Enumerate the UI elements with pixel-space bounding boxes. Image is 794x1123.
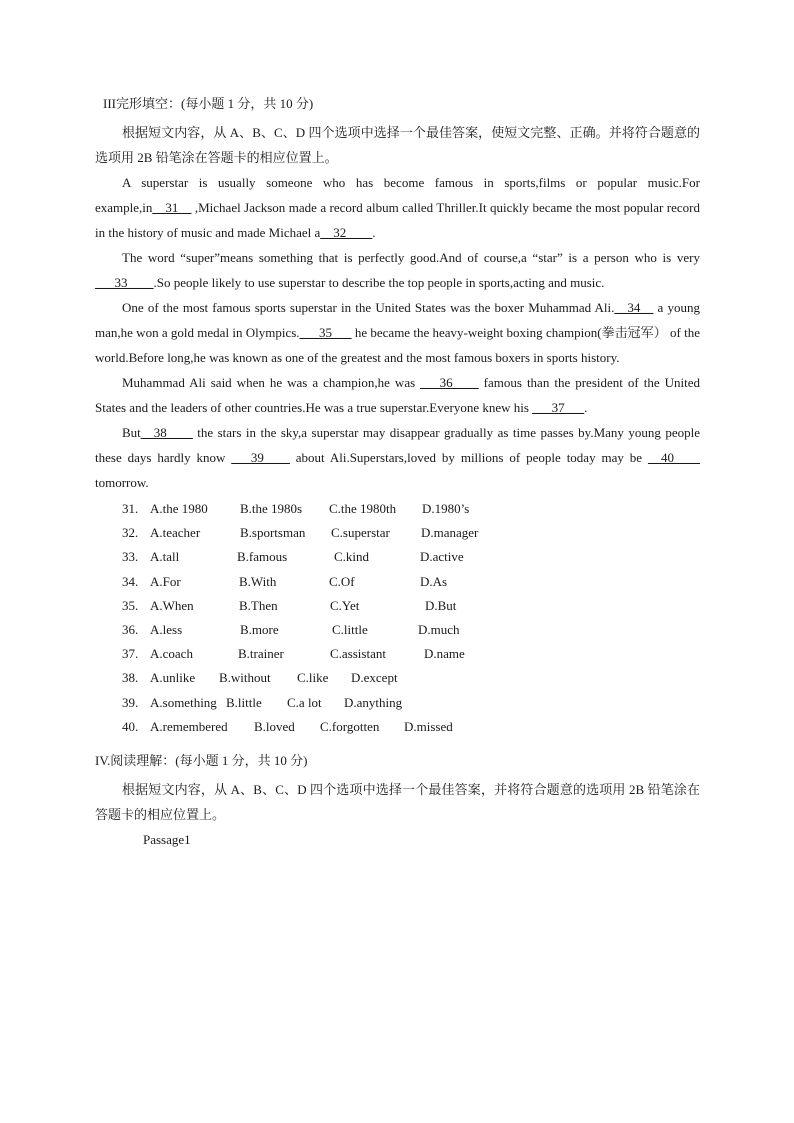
option-row bbox=[122, 618, 700, 642]
section-heading: IV.阅读理解：(每小题 1 分，共 10 分) bbox=[95, 753, 308, 769]
passage-label: Passage1 bbox=[143, 832, 191, 848]
option-row bbox=[122, 545, 700, 569]
option-a: A.the 1980 bbox=[150, 501, 208, 516]
option-a: A.For bbox=[150, 573, 181, 589]
section-instruction: 根据短文内容，从 A、B、C、D 四个选项中选择一个最佳答案，使短文完整、正确。并将符合题意的选项用 2B 铅笔涂在答题卡的相应位置上。 bbox=[95, 125, 700, 165]
question-number: 31. bbox=[122, 501, 139, 516]
option-c: C.like bbox=[297, 670, 329, 686]
passage-paragraph: A superstar is usually someone who has become famous in sports,films or popular music.For example,in__31__ ,Michael Jackson made a record album called Thriller.It quickly became the most popular record in the history of music and made Michael a__32____. bbox=[95, 175, 700, 240]
option-b: B.the 1980s bbox=[240, 501, 303, 516]
question-number: 39. bbox=[122, 694, 139, 710]
option-b: B.famous bbox=[237, 549, 288, 565]
blank-38: __38____ bbox=[140, 425, 193, 440]
option-b: B.With bbox=[239, 573, 277, 589]
option-d: D.anything bbox=[344, 694, 403, 710]
section-instruction: 根据短文内容，从 A、B、C、D 四个选项中选择一个最佳答案，并将符合题意的选项用 2B 铅笔涂在答题卡的相应位置上。 bbox=[95, 782, 700, 823]
option-row bbox=[122, 715, 700, 739]
option-row bbox=[122, 691, 700, 715]
option-d: D.much bbox=[418, 622, 460, 638]
question-number: 36. bbox=[122, 622, 139, 638]
option-b: B.Then bbox=[239, 597, 278, 613]
option-row bbox=[122, 497, 700, 521]
option-d: D.But bbox=[425, 597, 457, 613]
blank-39: ___39____ bbox=[231, 450, 290, 465]
section-cloze bbox=[95, 94, 700, 739]
blank-33: ___33____ bbox=[95, 275, 154, 290]
option-c: C.little bbox=[332, 622, 368, 638]
option-c: C.Of bbox=[329, 573, 355, 589]
option-d: D.1980’s bbox=[422, 501, 470, 516]
blank-34: __34__ bbox=[614, 300, 654, 315]
option-row bbox=[122, 521, 700, 545]
option-b: B.without bbox=[219, 670, 271, 686]
option-row bbox=[122, 570, 700, 594]
option-a: A.When bbox=[150, 597, 194, 613]
option-d: D.manager bbox=[421, 525, 479, 541]
option-a: A.remembered bbox=[150, 718, 228, 734]
option-d: D.missed bbox=[404, 718, 453, 734]
passage-paragraph: Muhammad Ali said when he was a champion,he was ___36____ famous than the president of the United States and the leaders of other countries.He was a true superstar.Everyone knew his ___37___. bbox=[95, 375, 700, 415]
option-b: B.sportsman bbox=[240, 525, 306, 541]
blank-32: __32____ bbox=[320, 225, 373, 240]
blank-37: ___37___ bbox=[532, 400, 585, 415]
question-number: 34. bbox=[122, 573, 139, 589]
passage-paragraph: The word “super”means something that is perfectly good.And of course,a “star” is a person who is very ___33____.So people likely to use superstar to describe the top people in sports,acting and music. bbox=[95, 250, 700, 290]
question-number: 32. bbox=[122, 525, 139, 541]
option-c: C.superstar bbox=[331, 525, 390, 541]
option-a: A.less bbox=[150, 622, 183, 638]
option-a: A.unlike bbox=[150, 670, 196, 686]
option-c: C.the 1980th bbox=[329, 501, 397, 516]
question-number: 40. bbox=[122, 718, 139, 734]
option-b: B.trainer bbox=[238, 646, 284, 662]
question-number: 35. bbox=[122, 597, 139, 613]
option-c: C.kind bbox=[334, 549, 370, 565]
question-number: 37. bbox=[122, 646, 139, 662]
option-c: C.a lot bbox=[287, 694, 322, 710]
blank-31: __31__ bbox=[152, 200, 192, 215]
option-c: C.Yet bbox=[330, 597, 360, 613]
option-b: B.loved bbox=[254, 718, 295, 734]
option-d: D.active bbox=[420, 549, 464, 565]
blank-40: __40____ bbox=[648, 450, 700, 465]
option-c: C.forgotten bbox=[320, 718, 380, 734]
exam-page bbox=[95, 94, 700, 852]
option-b: B.little bbox=[226, 694, 262, 710]
option-a: A.something bbox=[150, 694, 217, 710]
question-number: 38. bbox=[122, 670, 139, 686]
option-b: B.more bbox=[240, 622, 279, 638]
question-number: 33. bbox=[122, 549, 139, 565]
blank-36: ___36____ bbox=[420, 375, 479, 390]
option-a: A.tall bbox=[150, 549, 180, 565]
option-row bbox=[122, 594, 700, 618]
passage-paragraph: But__38____ the stars in the sky,a superstar may disappear gradually as time passes by.Many young people these days hardly know ___39____ about Ali.Superstars,loved by millions of people today may be __40____ tomorrow. bbox=[95, 425, 700, 490]
option-d: D.name bbox=[424, 646, 465, 662]
option-d: D.As bbox=[420, 573, 448, 589]
passage-paragraph: One of the most famous sports superstar in the United States was the boxer Muhammad Ali.__34__ a young man,he won a gold medal in Olympics.___35___ he became the heavy-weight boxing champion(拳击冠军） of the world.Before long,he was known as one of the greatest and the most famous boxers in sports history. bbox=[95, 300, 700, 365]
option-row bbox=[122, 642, 700, 666]
blank-35: ___35___ bbox=[299, 325, 352, 340]
option-d: D.except bbox=[351, 670, 398, 686]
section-heading: III完形填空：(每小题 1 分，共 10 分) bbox=[103, 96, 314, 111]
option-a: A.coach bbox=[150, 646, 193, 662]
option-c: C.assistant bbox=[330, 646, 386, 662]
answer-options bbox=[95, 497, 700, 739]
section-reading bbox=[95, 751, 700, 852]
option-row bbox=[122, 666, 700, 690]
option-a: A.teacher bbox=[150, 525, 201, 541]
